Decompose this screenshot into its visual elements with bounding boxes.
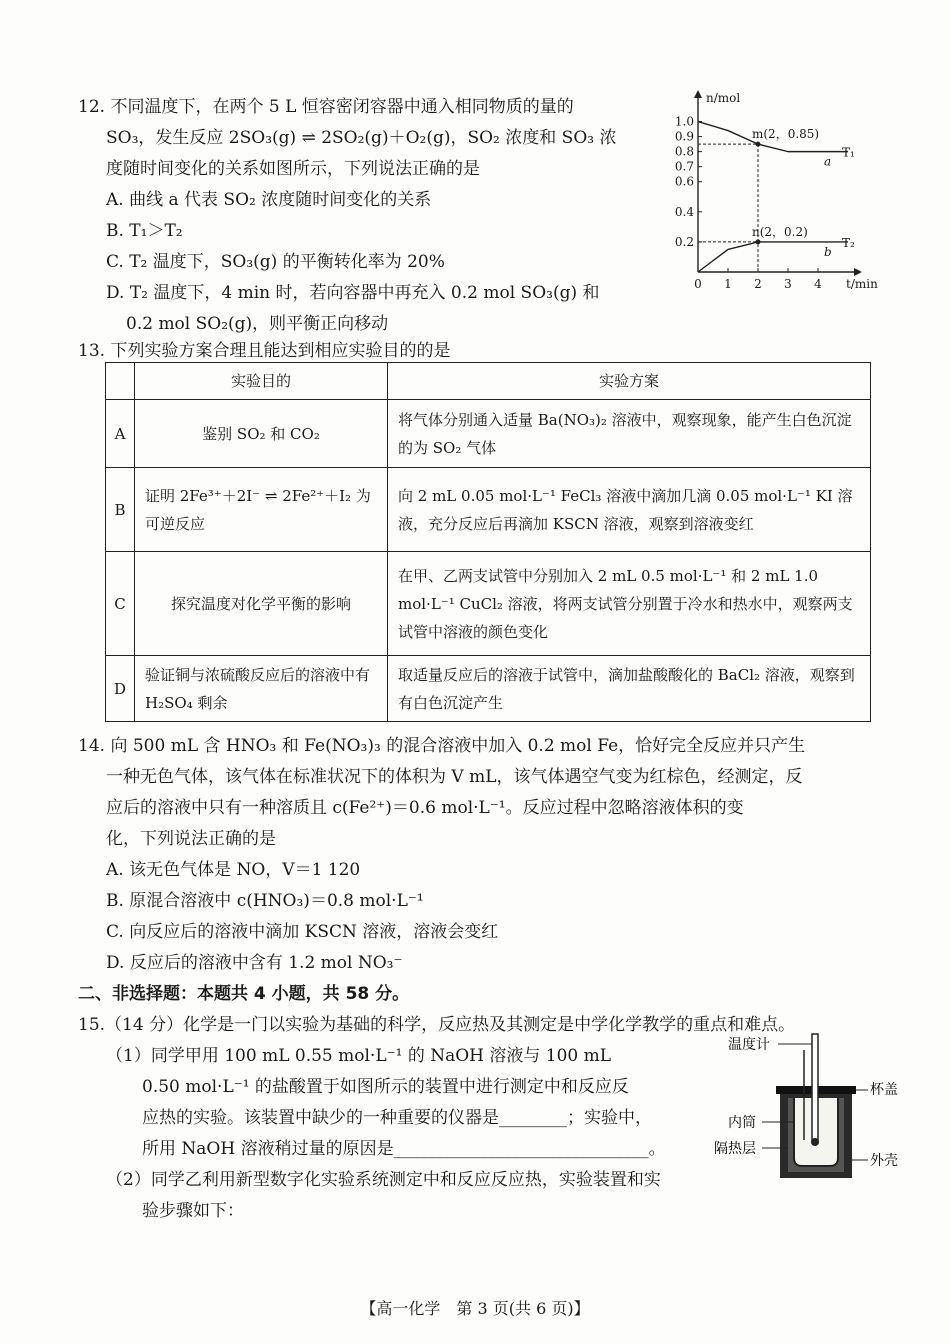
label-inner: 内筒 — [728, 1115, 756, 1131]
y-axis-arrow — [694, 90, 702, 98]
row-label: C — [106, 552, 135, 656]
q12-stem-line-3: 度随时间变化的关系如图所示，下列说法正确的是 — [106, 159, 480, 179]
x-axis-label: t/min — [846, 277, 878, 291]
row-plan: 向 2 mL 0.05 mol·L⁻¹ FeCl₃ 溶液中滴加几滴 0.05 mol·L⁻¹ KI 溶液，充分反应后再滴加 KSCN 溶液，观察到溶液变红 — [388, 468, 871, 552]
label-lid: 杯盖 — [870, 1082, 898, 1098]
label-thermometer: 温度计 — [728, 1037, 770, 1053]
q12-chart — [668, 86, 883, 296]
row-plan: 取适量反应后的溶液于试管中，滴加盐酸酸化的 BaCl₂ 溶液，观察到有白色沉淀产生 — [388, 656, 871, 722]
q15-p2-line-1: （2）同学乙利用新型数字化实验系统测定中和反应反应热，实验装置和实 — [106, 1170, 661, 1190]
thermometer — [812, 1034, 818, 1140]
thermometer-bulb — [811, 1138, 819, 1146]
calorimeter-diagram — [714, 1030, 898, 1180]
annotation-label: n(2，0.2) — [752, 224, 808, 239]
table-row — [106, 656, 871, 722]
q12-option-a: A. 曲线 a 代表 SO₂ 浓度随时间变化的关系 — [106, 190, 432, 210]
table-row — [106, 400, 871, 468]
q14-option-d: D. 反应后的溶液中含有 1.2 mol NO₃⁻ — [106, 953, 403, 973]
q13-table — [105, 362, 871, 722]
series-name-b: b — [824, 244, 832, 259]
q14-stem-line-1: 14. 向 500 mL 含 HNO₃ 和 Fe(NO₃)₃ 的混合溶液中加入 0.2 mol Fe，恰好完全反应并只产生 — [78, 736, 806, 756]
q14-option-c: C. 向反应后的溶液中滴加 KSCN 溶液，溶液会变红 — [106, 922, 499, 942]
table-header-blank — [106, 363, 135, 400]
row-goal: 证明 2Fe³⁺＋2I⁻ ⇌ 2Fe²⁺＋I₂ 为可逆反应 — [135, 468, 388, 552]
series-temp-label: T₂ — [842, 235, 855, 250]
q12-option-c: C. T₂ 温度下，SO₃(g) 的平衡转化率为 20% — [106, 252, 445, 272]
x-tick-label: 3 — [784, 277, 792, 291]
row-plan: 将气体分别通入适量 Ba(NO₃)₂ 溶液中，观察现象，能产生白色沉淀的为 SO₂ 气体 — [388, 400, 871, 468]
q13-stem: 13. 下列实验方案合理且能达到相应实验目的的是 — [78, 341, 451, 361]
y-tick-label: 1.0 — [674, 114, 694, 129]
row-label: D — [106, 656, 135, 722]
y-tick-label: 0.4 — [674, 204, 694, 219]
q15-p1-line-2: 0.50 mol·L⁻¹ 的盐酸置于如图所示的装置中进行测定中和反应反 — [142, 1077, 629, 1097]
table-row — [106, 552, 871, 656]
q14-stem-line-2: 一种无色气体，该气体在标准状况下的体积为 V mL，该气体遇空气变为红棕色，经测定，反 — [106, 767, 803, 787]
q14-stem-line-4: 化，下列说法正确的是 — [106, 829, 276, 849]
q15-p1-line-1: （1）同学甲用 100 mL 0.55 mol·L⁻¹ 的 NaOH 溶液与 100 mL — [106, 1046, 612, 1066]
q14-stem-line-3: 应后的溶液中只有一种溶质且 c(Fe²⁺)＝0.6 mol·L⁻¹。反应过程中忽略溶液体积的变 — [106, 798, 744, 818]
q15-stem: 15.（14 分）化学是一门以实验为基础的科学，反应热及其测定是中学化学教学的重点和难点。 — [78, 1015, 796, 1035]
table-row — [106, 468, 871, 552]
q15-p2-line-2: 验步骤如下： — [142, 1201, 244, 1221]
q12-stem-line-2: SO₃，发生反应 2SO₃(g) ⇌ 2SO₂(g)＋O₂(g)，SO₂ 浓度和 SO₃ 浓 — [106, 128, 617, 148]
series-name-a: a — [824, 154, 832, 169]
q14-option-b: B. 原混合溶液中 c(HNO₃)＝0.8 mol·L⁻¹ — [106, 891, 424, 911]
y-tick-label: 0.9 — [674, 129, 694, 144]
row-goal: 鉴别 SO₂ 和 CO₂ — [135, 400, 388, 468]
x-tick-label: 0 — [694, 277, 702, 291]
y-tick-label: 0.7 — [674, 159, 694, 174]
x-tick-label: 1 — [724, 277, 732, 291]
row-goal: 验证铜与浓硫酸反应后的溶液中有 H₂SO₄ 剩余 — [135, 656, 388, 722]
x-tick-label: 2 — [754, 277, 762, 291]
y-tick-label: 0.6 — [674, 174, 694, 189]
q12-stem-line-1: 12. 不同温度下，在两个 5 L 恒容密闭容器中通入相同物质的量的 — [78, 97, 574, 117]
q15-p1-line-4: 所用 NaOH 溶液稍过量的原因是______________________________。 — [142, 1139, 666, 1159]
row-label: A — [106, 400, 135, 468]
q14-option-a: A. 该无色气体是 NO，V＝1 120 — [106, 860, 361, 880]
row-goal: 探究温度对化学平衡的影响 — [135, 552, 388, 656]
label-shell: 外壳 — [870, 1153, 898, 1169]
table-header-row — [106, 363, 871, 400]
row-label: B — [106, 468, 135, 552]
y-tick-label: 0.2 — [674, 234, 694, 249]
table-header-plan: 实验方案 — [388, 363, 871, 400]
x-tick-label: 4 — [814, 277, 822, 291]
y-tick-label: 0.8 — [674, 144, 694, 159]
q12-option-b: B. T₁＞T₂ — [106, 221, 183, 241]
table-header-goal: 实验目的 — [135, 363, 388, 400]
section-heading: 二、非选择题：本题共 4 小题，共 58 分。 — [78, 984, 410, 1004]
q12-option-d: D. T₂ 温度下，4 min 时，若向容器中再充入 0.2 mol SO₃(g) 和 — [106, 283, 600, 303]
label-insulation: 隔热层 — [714, 1141, 756, 1157]
page-footer: 【高一化学 第 3 页(共 6 页)】 — [360, 1299, 590, 1318]
q15-p1-line-3: 应热的实验。该装置中缺少的一种重要的仪器是________；实验中， — [142, 1108, 652, 1128]
series-temp-label: T₁ — [842, 145, 855, 160]
y-axis-label: n/mol — [706, 91, 741, 105]
row-plan: 在甲、乙两支试管中分别加入 2 mL 0.5 mol·L⁻¹ 和 2 mL 1.0 mol·L⁻¹ CuCl₂ 溶液，将两支试管分别置于冷水和热水中，观察两支试管中溶液的颜色变化 — [388, 552, 871, 656]
annotation-label: m(2，0.85) — [752, 127, 820, 142]
x-axis-arrow — [854, 268, 862, 276]
q12-option-d-cont: 0.2 mol SO₂(g)，则平衡正向移动 — [126, 314, 389, 334]
